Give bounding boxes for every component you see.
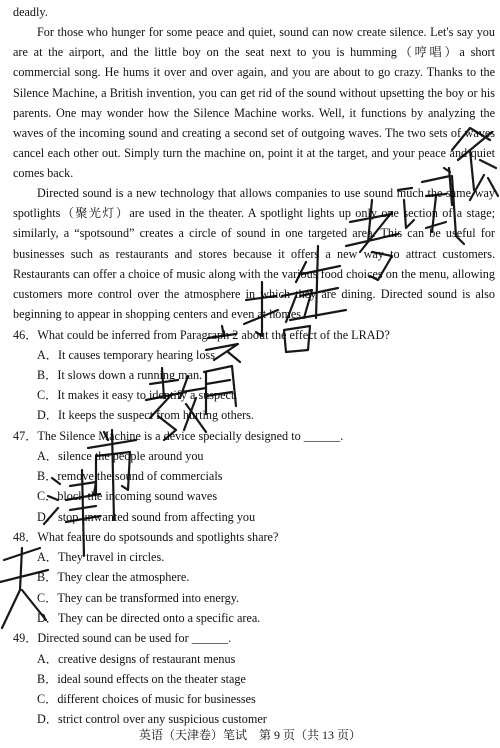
passage-paragraph-3: For those who hunger for some peace and quiet, sound can now create silence. Let's say you are at the airport, and the little boy on the seat next to you is humming（哼唱）a short commercial song. He hums it over and over again, and you are about to go crazy. Thanks to the Silence Machine, a British invention, you can get rid of the sound without upsetting the boy or his parents. One may wonder how the Silence Machine works. Well, it functions by analyzing the waves of the incoming sound and creating a second set of outgoing waves. The two sets of waves cancel each other out. Simply turn the machine on, point it at the target, and your peace and quiet comes back. [13, 25, 495, 181]
passage-paragraph-4: Directed sound is a new technology that allows companies to use sound much the same way spotlights（聚光灯）are used in the theater. A spotlight lights up only one section of a stage; similarly, a “spotsound” creates a circle of sound in one targeted area. This can be useful for businesses such as restaurants and stores because it offers a new way to attract customers. Restaurants can offer a choice of music along with the various food choices on the menu, allowing customers more control over the atmosphere in which they are dining. Directed sound is also beginning to appear in shopping centers and even at homes. [13, 186, 495, 322]
question-48-option-d: D．They can be directed onto a specific area. [37, 611, 261, 625]
question-47-option-d: D．stop unwanted sound from affecting you [37, 510, 256, 524]
question-47-option-b: B．remove the sound of commercials [37, 469, 223, 483]
question-47-stem: 47．The Silence Machine is a device specially designed to ______. [13, 429, 344, 443]
question-46-stem: 46．What could be inferred from Paragraph 2 about the effect of the LRAD? [13, 328, 390, 342]
question-49-option-d: D．strict control over any suspicious customer [37, 712, 267, 726]
question-48-stem: 48．What feature do spotsounds and spotlights share? [13, 530, 279, 544]
question-46-option-d: D．It keeps the suspect from hurting others. [37, 408, 254, 422]
passage-continuation: deadly. [13, 5, 48, 19]
question-49-option-a: A．creative designs of restaurant menus [37, 652, 236, 666]
question-46-option-b: B．It slows down a running man. [37, 368, 203, 382]
question-48-option-c: C．They can be transformed into energy. [37, 591, 240, 605]
question-46-option-c: C．It makes it easy to identify a suspect. [37, 388, 238, 402]
question-46-option-a: A．It causes temporary hearing loss. [37, 348, 219, 362]
page-footer: 英语（天津卷）笔试 第 9 页（共 13 页） [138, 728, 361, 742]
question-49-option-c: C．different choices of music for businesses [37, 692, 256, 706]
question-47-option-a: A．silence the people around you [37, 449, 204, 463]
question-47-option-c: C．block the incoming sound waves [37, 489, 218, 503]
question-49-stem: 49．Directed sound can be used for ______. [13, 631, 232, 645]
question-48-option-a: A．They travel in circles. [37, 550, 165, 564]
question-49-option-b: B．ideal sound effects on the theater stage [37, 672, 246, 686]
question-48-option-b: B．They clear the atmosphere. [37, 570, 190, 584]
